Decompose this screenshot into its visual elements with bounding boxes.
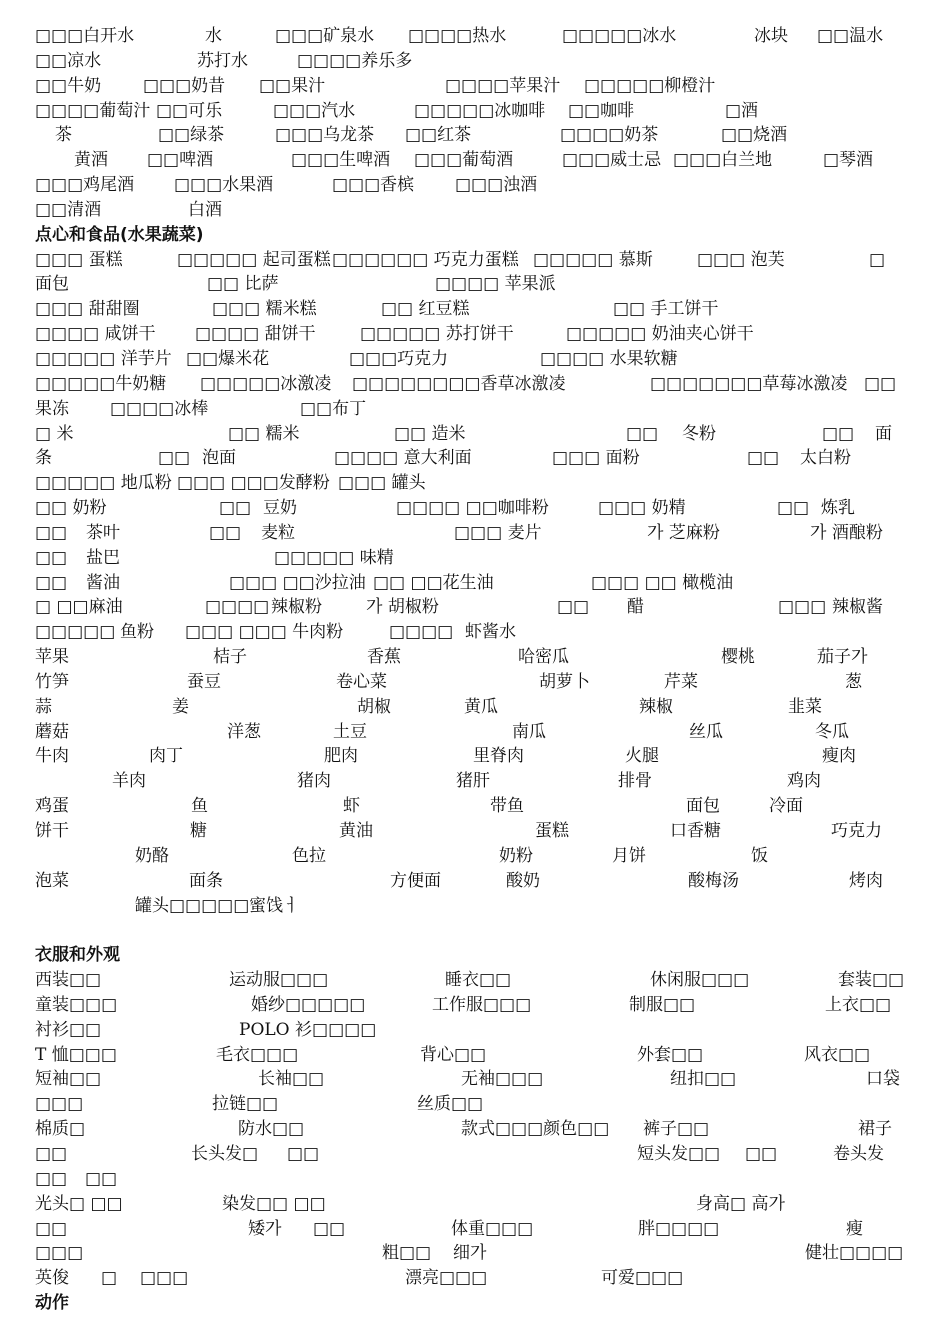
vocab-entry: 黄酒 [74, 150, 108, 171]
vocab-entry: □ [101, 1268, 118, 1289]
vocab-line [35, 720, 915, 745]
vocab-entry: □□□ [140, 1268, 189, 1289]
vocab-line [35, 471, 915, 496]
vocab-entry: 光头□ □□ [35, 1193, 123, 1214]
vocab-entry: □□□ □□ 橄榄油 [591, 572, 734, 593]
vocab-entry: 胡椒 [357, 696, 391, 717]
vocab-entry: 健壮□□□□ [805, 1243, 904, 1264]
vocab-entry: □□ [219, 498, 252, 519]
vocab-entry: 肉丁 [149, 746, 183, 767]
vocab-entry: 肥肉 [324, 746, 358, 767]
vocab-entry: 休闲服□□□ [650, 970, 750, 991]
vocab-entry: 泡面 [202, 448, 236, 469]
vocab-entry: □酒 [725, 100, 759, 121]
vocab-entry: □□□□□柳橙汁 [584, 75, 716, 96]
vocab-entry: 酱油 [86, 572, 120, 593]
vocab-entry: 苏打水 [197, 50, 248, 71]
vocab-entry: 가 胡椒粉 [366, 597, 439, 618]
vocab-entry: 短头发□□ [637, 1143, 721, 1164]
vocab-entry: 纽扣□□ [670, 1069, 737, 1090]
vocab-entry: 冰块 [754, 26, 788, 46]
vocab-entry: 漂亮□□□ [405, 1268, 488, 1289]
vocab-entry: 染发□□ □□ [222, 1193, 326, 1214]
vocab-entry: □□□□□冰咖啡 [414, 100, 546, 121]
vocab-entry: 鱼 [191, 796, 208, 817]
vocab-entry: □□□ [778, 597, 827, 618]
vocab-entry: □□□浊酒 [455, 175, 538, 196]
vocab-entry: □□□ 面粉 [552, 448, 640, 469]
vocab-entry: □□□ □□□ 牛肉粉 [185, 622, 344, 643]
vocab-entry: 竹笋 [35, 671, 69, 692]
vocab-line [35, 372, 915, 397]
vocab-entry: 蚕豆 [187, 671, 221, 692]
vocab-line [35, 546, 915, 571]
vocab-line [35, 1067, 915, 1092]
vocab-entry: 冷面 [769, 796, 803, 817]
vocab-entry: 风衣□□ [804, 1044, 871, 1065]
vocab-entry: □□□□ [389, 622, 454, 643]
vocab-entry: □□□□冰棒 [110, 398, 209, 419]
vocab-entry: 豆奶 [263, 498, 297, 519]
vocab-entry: 茶叶 [86, 522, 120, 543]
vocab-line [35, 595, 915, 620]
vocab-line [35, 620, 915, 645]
vocab-entry: □□□□□冰激凌 [200, 373, 332, 394]
vocab-entry: □□□□□ 奶油夹心饼干 [566, 324, 754, 345]
vocab-line [35, 670, 915, 695]
vocab-entry: □□□□□ 地瓜粉 [35, 473, 172, 494]
vocab-line [35, 1117, 915, 1142]
vocab-entry: 防水□□ [238, 1119, 305, 1140]
vocab-entry: 罐头□□□□□ [135, 895, 250, 916]
vocab-entry: 细가 [453, 1243, 487, 1264]
vocab-entry: 卷心菜 [336, 671, 387, 692]
vocab-line [35, 1043, 915, 1068]
vocab-entry: □□ 红豆糕 [381, 299, 470, 320]
vocab-entry: 奶酪 [135, 845, 169, 866]
vocab-entry: □□□□ □□咖啡粉 [396, 498, 549, 519]
vocab-entry: □□□□□□ 巧克力蛋糕 [332, 249, 519, 270]
vocab-entry: 芹菜 [664, 671, 698, 692]
vocab-line [35, 1241, 915, 1266]
vocab-entry: 毛衣□□□ [216, 1044, 299, 1065]
vocab-entry: 长头发□ [191, 1143, 259, 1164]
vocab-line [35, 1092, 915, 1117]
vocab-entry: □□□□□ 味精 [274, 547, 394, 568]
vocab-entry: □□ [313, 1218, 346, 1239]
vocab-entry: □□□ □□□发酵粉 [177, 473, 330, 494]
vocab-entry: 牛肉 [35, 746, 69, 767]
vocab-entry: □□□□ [205, 597, 270, 618]
vocab-entry: □□□ 麦片 [454, 522, 542, 543]
vocab-entry: 炼乳 [821, 498, 855, 519]
vocab-entry: 拉链□□ [212, 1094, 279, 1115]
vocab-line [35, 1217, 915, 1242]
vocab-entry: □□ [287, 1143, 320, 1164]
vocab-entry: 姜 [172, 696, 189, 717]
vocab-line [35, 794, 915, 819]
vocab-line [35, 297, 915, 322]
vocab-entry: □□ [35, 547, 68, 568]
vocab-entry: 猪肝 [456, 771, 490, 792]
vocab-entry: □□□威士忌 [562, 150, 662, 171]
section-heading: 点心和食品(水果蔬菜) [35, 224, 204, 245]
vocab-entry: 里脊肉 [473, 746, 524, 767]
vocab-entry: 蜜饯ㅓ [249, 895, 300, 916]
vocab-entry: 茶 [55, 125, 72, 146]
vocab-entry: □□□□□ 慕斯 [533, 249, 653, 270]
vocab-line [35, 993, 915, 1018]
vocab-entry: □□□□□ [35, 622, 116, 643]
vocab-entry: 辣椒 [639, 696, 673, 717]
vocab-entry: 酸奶 [506, 870, 540, 891]
vocab-entry: □□ 奶粉 [35, 498, 107, 519]
vocab-line [35, 347, 915, 372]
vocab-entry: 瘦肉 [822, 746, 856, 767]
vocab-line [35, 521, 915, 546]
vocab-entry: □□□ [35, 1094, 84, 1115]
vocab-entry: □□温水 [817, 26, 884, 46]
vocab-entry: □□□ [35, 1243, 84, 1264]
vocab-entry: □□□□葡萄汁 [35, 100, 151, 121]
vocab-entry: □□ [35, 572, 68, 593]
vocab-entry: □ [869, 249, 886, 270]
vocab-entry: 苹果 [35, 647, 69, 668]
vocab-entry: □□ 手工饼干 [613, 299, 719, 320]
vocab-entry: 瘦 [846, 1218, 863, 1239]
vocab-entry: □□清酒 [35, 199, 102, 220]
section-spacer [35, 918, 915, 943]
vocab-entry: □□□ 糯米糕 [212, 299, 317, 320]
vocab-entry: 长袖□□ [258, 1069, 325, 1090]
vocab-entry: 奶粉 [499, 845, 533, 866]
vocab-line [35, 869, 915, 894]
vocab-entry: □□□ 泡芙 [697, 249, 785, 270]
vocab-entry: □□□□苹果汁 [445, 75, 561, 96]
vocab-line [35, 24, 915, 49]
vocab-entry: 童装□□□ [35, 994, 118, 1015]
vocab-entry: 鱼粉 [120, 622, 154, 643]
vocab-entry: 排骨 [618, 771, 652, 792]
vocab-entry: 体重□□□ [451, 1218, 534, 1239]
vocab-entry: 面条 [189, 870, 223, 891]
vocab-entry: 裤子□□ [643, 1119, 710, 1140]
vocab-entry: 上衣□□ [825, 994, 892, 1015]
vocab-entry: □□□汽水 [273, 100, 356, 121]
vocab-entry: 面包 [35, 274, 69, 295]
vocab-entry: 饼干 [35, 821, 69, 841]
vocab-line [35, 49, 915, 74]
vocab-entry: □□□鸡尾酒 [35, 175, 135, 196]
vocab-entry: □□□乌龙茶 [275, 125, 375, 146]
vocab-line [35, 894, 915, 919]
vocabulary-document [35, 24, 915, 1316]
vocab-entry: 茄子가 [817, 647, 868, 668]
vocab-entry: □□□□养乐多 [297, 50, 413, 71]
vocab-entry: □□□□□□□草莓冰激凌 [650, 373, 848, 394]
vocab-entry: 蛋糕 [535, 821, 569, 841]
vocab-entry: □□□生啤酒 [291, 150, 391, 171]
vocab-entry: 盐巴 [86, 547, 120, 568]
vocab-entry: 猪肉 [297, 771, 331, 792]
vocab-entry: 冬瓜 [815, 721, 849, 742]
vocab-entry: □□ [626, 423, 659, 444]
section-heading: 衣服和外观 [35, 945, 120, 966]
vocab-entry: □□ [35, 1168, 68, 1189]
vocab-entry: □□ [822, 423, 855, 444]
vocab-entry: 卷头发 [833, 1143, 884, 1164]
vocab-entry: □□咖啡 [568, 100, 635, 121]
vocab-entry: □□烧酒 [721, 125, 788, 146]
vocab-entry: □□ [745, 1143, 778, 1164]
vocab-line [35, 645, 915, 670]
vocab-entry: 面包 [686, 796, 720, 817]
vocab-entry: □□□□热水 [408, 26, 507, 46]
vocab-entry: □□□水果酒 [174, 175, 274, 196]
vocab-entry: 棉质□ [35, 1119, 86, 1140]
vocab-entry: □□□ 罐头 [338, 473, 426, 494]
vocab-line [35, 148, 915, 173]
vocab-entry: □□布丁 [300, 398, 367, 419]
vocab-line [35, 571, 915, 596]
vocab-entry: □□□ 奶精 [598, 498, 686, 519]
vocab-entry: 蘑菇 [35, 721, 69, 742]
vocab-entry: □□□□奶茶 [560, 125, 659, 146]
vocab-entry: □□□矿泉水 [275, 26, 375, 46]
vocab-entry: 蒜 [35, 696, 52, 717]
vocab-entry: □□□□□ 洋芋片 [35, 348, 172, 369]
vocab-entry: □□ [35, 1218, 68, 1239]
vocab-entry: □□爆米花 [186, 348, 270, 369]
vocab-entry: 冬粉 [682, 423, 716, 444]
vocab-entry: 带鱼 [490, 796, 524, 817]
vocab-entry: □□牛奶 [35, 75, 102, 96]
vocab-entry: □□□□□冰水 [562, 26, 677, 46]
vocab-entry: 矮가 [248, 1218, 282, 1239]
vocab-entry: □ □□麻油 [35, 597, 123, 618]
vocab-line [35, 1266, 915, 1291]
vocab-line [35, 248, 915, 273]
vocab-line [35, 968, 915, 993]
vocab-line [35, 819, 915, 844]
vocab-entry: □□凉水 [35, 50, 102, 71]
vocab-entry: 太白粉 [800, 448, 851, 469]
vocab-entry: □□□ □□沙拉油 [229, 572, 366, 593]
vocab-line [35, 422, 915, 447]
vocab-entry: 婚纱□□□□□ [251, 994, 366, 1015]
vocab-entry: 条 [35, 448, 52, 469]
vocab-entry: 烤肉 [849, 870, 883, 891]
vocab-entry: 麦粒 [261, 522, 295, 543]
section-heading: 动作 [35, 1293, 69, 1314]
vocab-line [35, 322, 915, 347]
vocab-entry: 粗□□ [382, 1243, 432, 1264]
vocab-entry: 南瓜 [512, 721, 546, 742]
vocab-entry: □□□□□ 起司蛋糕 [177, 249, 331, 270]
vocab-entry: □□□□□ 苏打饼干 [360, 324, 514, 345]
vocab-entry: 土豆 [333, 721, 367, 742]
vocab-entry: 香蕉 [367, 647, 401, 668]
vocab-entry: □□ [35, 522, 68, 543]
vocab-entry: 衬衫□□ [35, 1019, 102, 1040]
vocab-entry: □□□巧克力 [349, 348, 449, 369]
vocab-entry: □□ [85, 1168, 118, 1189]
vocab-line [35, 1142, 915, 1167]
vocab-entry: 樱桃 [721, 647, 755, 668]
vocab-entry: □□红茶 [405, 125, 472, 146]
vocab-entry: □□□□□牛奶糖 [35, 373, 167, 394]
vocab-entry: 泡菜 [35, 870, 69, 891]
vocab-entry: 虾酱水 [465, 622, 516, 643]
vocab-entry: □□可乐 [156, 100, 223, 121]
vocab-line [35, 272, 915, 297]
vocab-entry: □□ [557, 597, 590, 618]
vocab-entry: □□□□ 意大利面 [334, 448, 472, 469]
vocab-entry: 羊肉 [112, 771, 146, 792]
vocab-entry: 口袋 [866, 1069, 900, 1090]
vocab-entry: POLO 衫□□□□ [239, 1019, 377, 1040]
vocab-entry: 가 酒酿粉 [810, 522, 883, 543]
vocab-entry: □□□□ 咸饼干 [35, 324, 156, 345]
vocab-entry: □□绿茶 [158, 125, 225, 146]
vocab-line [35, 173, 915, 198]
vocab-entry: 方便面 [390, 870, 441, 891]
vocab-entry: □□□白兰地 [673, 150, 773, 171]
vocab-entry: 胖□□□□ [638, 1218, 720, 1239]
vocab-entry: 套装□□ [838, 970, 905, 991]
vocab-entry: 水 [205, 26, 222, 46]
vocab-entry: 睡衣□□ [445, 970, 512, 991]
vocab-line [35, 397, 915, 422]
vocab-entry: T 恤□□□ [35, 1044, 117, 1065]
vocab-entry: 胡萝卜 [539, 671, 590, 692]
vocab-entry: 虾 [343, 796, 360, 817]
vocab-entry: □□ [747, 448, 780, 469]
vocab-entry: □□ 糯米 [228, 423, 300, 444]
vocab-entry: 桔子 [213, 647, 247, 668]
vocab-line [35, 123, 915, 148]
vocab-entry: □□ 造米 [394, 423, 466, 444]
vocab-line [35, 446, 915, 471]
vocab-entry: 鸡肉 [787, 771, 821, 792]
vocab-entry: 黄油 [339, 821, 373, 841]
vocab-entry: □□ [864, 373, 897, 394]
vocab-entry: 西装□□ [35, 970, 102, 991]
vocab-entry: 短袖□□ [35, 1069, 102, 1090]
vocab-entry: □□□ 蛋糕 [35, 249, 123, 270]
vocab-line [35, 74, 915, 99]
vocab-entry: 巧克力 [831, 821, 882, 841]
vocab-entry: □琴酒 [823, 150, 874, 171]
vocab-entry: 月饼 [612, 845, 646, 866]
vocab-entry: 白酒 [188, 199, 222, 220]
vocab-entry: □□ [35, 1143, 68, 1164]
vocab-line [35, 496, 915, 521]
vocab-entry: □□ [209, 522, 242, 543]
vocab-entry: 葱 [845, 671, 862, 692]
vocab-line [35, 1018, 915, 1043]
vocab-line [35, 769, 915, 794]
vocab-entry: 无袖□□□ [461, 1069, 544, 1090]
vocab-entry: □□ [777, 498, 810, 519]
vocab-entry: 韭菜 [788, 696, 822, 717]
vocab-entry: □ 米 [35, 423, 74, 444]
vocab-line [35, 99, 915, 124]
vocab-entry: 가 芝麻粉 [647, 522, 720, 543]
vocab-entry: 裙子 [858, 1119, 892, 1140]
vocab-entry: 饭 [751, 845, 768, 866]
vocab-entry: 果冻 [35, 398, 69, 419]
vocab-entry: 面 [875, 423, 892, 444]
vocab-entry: 背心□□ [420, 1044, 487, 1065]
vocab-entry: 工作服□□□ [432, 994, 532, 1015]
vocab-entry: 丝瓜 [689, 721, 723, 742]
vocab-entry: □□□□□□□□香草冰激凌 [352, 373, 566, 394]
vocab-entry: □□□香槟 [332, 175, 415, 196]
vocab-line [35, 695, 915, 720]
vocab-entry: 醋 [627, 597, 644, 618]
vocab-entry: 可爱□□□ [601, 1268, 684, 1289]
vocab-entry: 鸡蛋 [35, 796, 69, 817]
vocab-entry: 糖 [190, 821, 207, 841]
vocab-entry: 身高□ 高가 [696, 1193, 785, 1214]
vocab-entry: □□ □□花生油 [373, 572, 494, 593]
vocab-entry: □□ [158, 448, 191, 469]
vocab-entry: 酸梅汤 [688, 870, 739, 891]
vocab-entry: □□ 比萨 [207, 274, 279, 295]
vocab-entry: 辣椒酱 [832, 597, 883, 618]
vocab-entry: □□□□ 甜饼干 [195, 324, 316, 345]
vocab-entry: 洋葱 [227, 721, 261, 742]
vocab-entry: □□□□ 苹果派 [435, 274, 556, 295]
vocab-line [35, 1192, 915, 1217]
vocab-entry: □□□葡萄酒 [414, 150, 514, 171]
vocab-line [35, 198, 915, 223]
vocab-line [35, 744, 915, 769]
vocab-entry: □□□ 甜甜圈 [35, 299, 140, 320]
vocab-entry: 辣椒粉 [271, 597, 322, 618]
vocab-entry: 丝质□□ [417, 1094, 484, 1115]
vocab-entry: □□果汁 [259, 75, 326, 96]
vocab-entry: 色拉 [292, 845, 326, 866]
vocab-entry: 黄瓜 [464, 696, 498, 717]
vocab-entry: □□□奶昔 [143, 75, 226, 96]
vocab-entry: 火腿 [625, 746, 659, 767]
vocab-line [35, 844, 915, 869]
vocab-entry: □□啤酒 [147, 150, 214, 171]
vocab-entry: 英俊 [35, 1268, 69, 1289]
vocab-entry: 口香糖 [670, 821, 721, 841]
vocab-entry: □□□白开水 [35, 26, 135, 46]
vocab-line [35, 1167, 915, 1192]
vocab-entry: □□□□ 水果软糖 [540, 348, 678, 369]
vocab-entry: 哈密瓜 [518, 647, 569, 668]
vocab-entry: 制服□□ [629, 994, 696, 1015]
vocab-entry: 外套□□ [637, 1044, 704, 1065]
vocab-entry: 款式□□□颜色□□ [461, 1119, 610, 1140]
vocab-entry: 运动服□□□ [229, 970, 329, 991]
